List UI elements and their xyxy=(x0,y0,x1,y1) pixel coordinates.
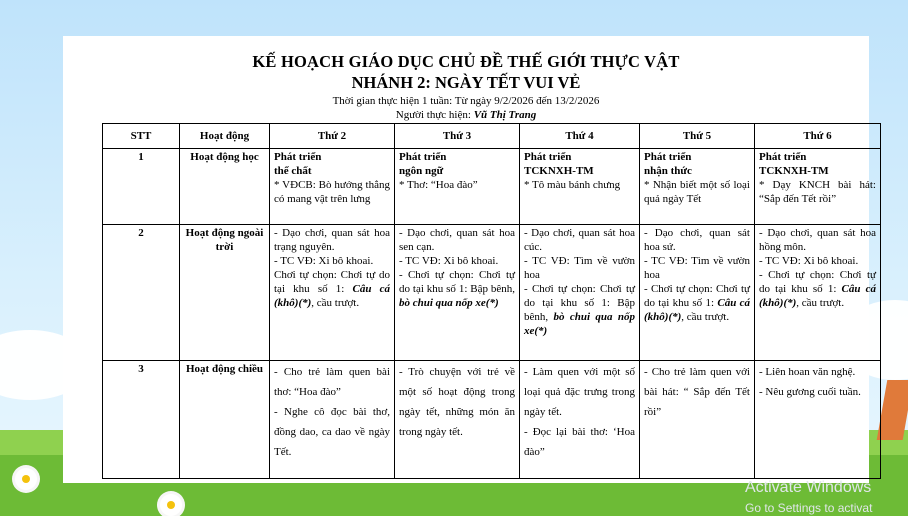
cell-text: - Dạo chơi, quan sát hoa hồng môn. xyxy=(759,227,876,253)
cell-text: - Nghe cô đọc bài thơ, đồng dao, ca dao về ngày Tết. xyxy=(274,406,390,458)
cell-text: - Chơi tự chọn: Chơi tự do tại khu số 1: Bập bênh, xyxy=(399,269,515,295)
header-tue: Thứ 3 xyxy=(395,124,520,149)
header-stt: STT xyxy=(103,124,180,149)
cell-text: * Tô màu bánh chưng xyxy=(524,179,621,191)
document-subtitle: NHÁNH 2: NGÀY TẾT VUI VẺ xyxy=(351,73,581,92)
subject-label: Phát triển TCKNXH-TM xyxy=(759,151,829,177)
day-cell xyxy=(640,149,755,225)
cell-text: - Trò chuyện với trẻ về một số hoạt động trong ngày tết, những món ăn trong ngày tết. xyxy=(399,366,515,438)
header-wed: Thứ 4 xyxy=(520,124,640,149)
cell-text: - TC VĐ: Xi bô khoai. xyxy=(759,255,859,267)
cell-text: - Đọc lại bài thơ: ‘Hoa đào” xyxy=(524,426,635,458)
day-cell xyxy=(520,225,640,361)
day-cell xyxy=(640,225,755,361)
cell-text: - TC VĐ: Xi bô khoai. xyxy=(399,255,499,267)
cell-text: - Chơi tự chọn: Chơi tự do tại khu số 1: Bập bênh, xyxy=(524,283,635,323)
emphasis-text: Câu cá (khô)(*) xyxy=(274,283,390,309)
cell-text: * Nhận biết một số loại quả ngày Tết xyxy=(644,179,750,205)
day-cell xyxy=(520,361,640,479)
cell-text: - Dạo chơi, quan sát hoa sen cạn. xyxy=(399,227,515,253)
day-cell xyxy=(270,225,395,361)
subject-label: Phát triển ngôn ngữ xyxy=(399,151,447,177)
cell-text: - Liên hoan văn nghệ. xyxy=(759,366,856,378)
day-cell xyxy=(395,225,520,361)
stt-cell: 2 xyxy=(103,225,180,361)
cell-text: * Thơ: “Hoa đào” xyxy=(399,179,478,191)
cell-text: - TC VĐ: Tìm về vườn hoa xyxy=(644,255,750,281)
teacher-name: Vũ Thị Trang xyxy=(473,109,537,121)
header-mon: Thứ 2 xyxy=(270,124,395,149)
watermark-line2: Go to Settings to activat xyxy=(745,501,873,515)
stt-cell: 1 xyxy=(103,149,180,225)
header-row xyxy=(103,124,881,149)
cell-text: - TC VĐ: Xi bô khoai. xyxy=(274,255,374,267)
day-cell xyxy=(755,225,881,361)
document-page xyxy=(63,36,876,483)
activity-cell: Hoạt động học xyxy=(180,149,270,225)
header-fri: Thứ 6 xyxy=(755,124,881,149)
cell-text: * VĐCB: Bò hướng thẳng có mang vật trên lưng xyxy=(274,179,390,205)
cell-text: - Làm quen với một số loại quả đặc trưng trong ngày tết. xyxy=(524,366,635,418)
teacher-line xyxy=(63,109,869,121)
cell-text: - Dạo chơi, quan sát hoa cúc. xyxy=(524,227,635,253)
emphasis-text: Câu cá (khô)(*) xyxy=(759,283,876,309)
cell-text: - Cho trẻ làm quen với bài hát: “ Sắp đến Tết rồi” xyxy=(644,366,750,418)
stt-cell: 3 xyxy=(103,361,180,479)
watermark-line1: Activate Windows xyxy=(745,479,872,496)
emphasis-text: Câu cá (khô)(*) xyxy=(644,297,750,323)
flower-icon xyxy=(160,494,182,516)
day-cell xyxy=(395,149,520,225)
subject-label: Phát triển nhận thức xyxy=(644,151,692,177)
emphasis-text: bò chui qua nốp xe(*) xyxy=(524,311,635,337)
table-row xyxy=(103,361,881,479)
document-title: KẾ HOẠCH GIÁO DỤC CHỦ ĐỀ THẾ GIỚI THỰC VẬT xyxy=(252,52,680,71)
day-cell xyxy=(270,361,395,479)
emphasis-text: bò chui qua nốp xe(*) xyxy=(399,297,499,309)
cell-text: - Nêu gương cuối tuần. xyxy=(759,386,861,398)
cell-text: - TC VĐ: Tìm về vườn hoa xyxy=(524,255,635,281)
day-cell xyxy=(755,149,881,225)
cell-tail-text: , cầu trượt. xyxy=(311,297,360,309)
cell-text: - Chơi tự chọn: Chơi tự do tại khu số 1: xyxy=(644,283,750,309)
table-row xyxy=(103,149,881,225)
table-row xyxy=(103,225,881,361)
activity-cell: Hoạt động ngoài trời xyxy=(180,225,270,361)
day-cell xyxy=(640,361,755,479)
cell-tail-text: , cầu trượt. xyxy=(681,311,730,323)
cell-text: - Chơi tự chọn: Chơi tự do tại khu số 1: xyxy=(759,269,876,295)
cell-text: - Cho trẻ làm quen bài thơ: “Hoa đào” xyxy=(274,366,390,398)
cell-text: Chơi tự chọn: Chơi tự do tại khu số 1: xyxy=(274,269,390,295)
day-cell xyxy=(520,149,640,225)
time-line: Thời gian thực hiện 1 tuần: Từ ngày 9/2/2026 đến 13/2/2026 xyxy=(332,95,600,107)
subject-label: Phát triển TCKNXH-TM xyxy=(524,151,594,177)
header-thu: Thứ 5 xyxy=(640,124,755,149)
activity-cell: Hoạt động chiều xyxy=(180,361,270,479)
plan-table xyxy=(102,123,881,479)
day-cell xyxy=(395,361,520,479)
cell-text: * Dạy KNCH bài hát: “Sắp đến Tết rồi” xyxy=(759,179,876,205)
day-cell xyxy=(270,149,395,225)
header-activity: Hoạt động xyxy=(180,124,270,149)
cell-text: - Dạo chơi, quan sát hoa sứ. xyxy=(644,227,750,253)
day-cell xyxy=(755,361,881,479)
subject-label: Phát triển thể chất xyxy=(274,151,322,177)
teacher-label: Người thực hiện: xyxy=(395,109,474,121)
cell-text: - Dạo chơi, quan sát hoa trạng nguyên. xyxy=(274,227,390,253)
flower-icon xyxy=(15,468,37,490)
cell-tail-text: , cầu trượt. xyxy=(796,297,845,309)
